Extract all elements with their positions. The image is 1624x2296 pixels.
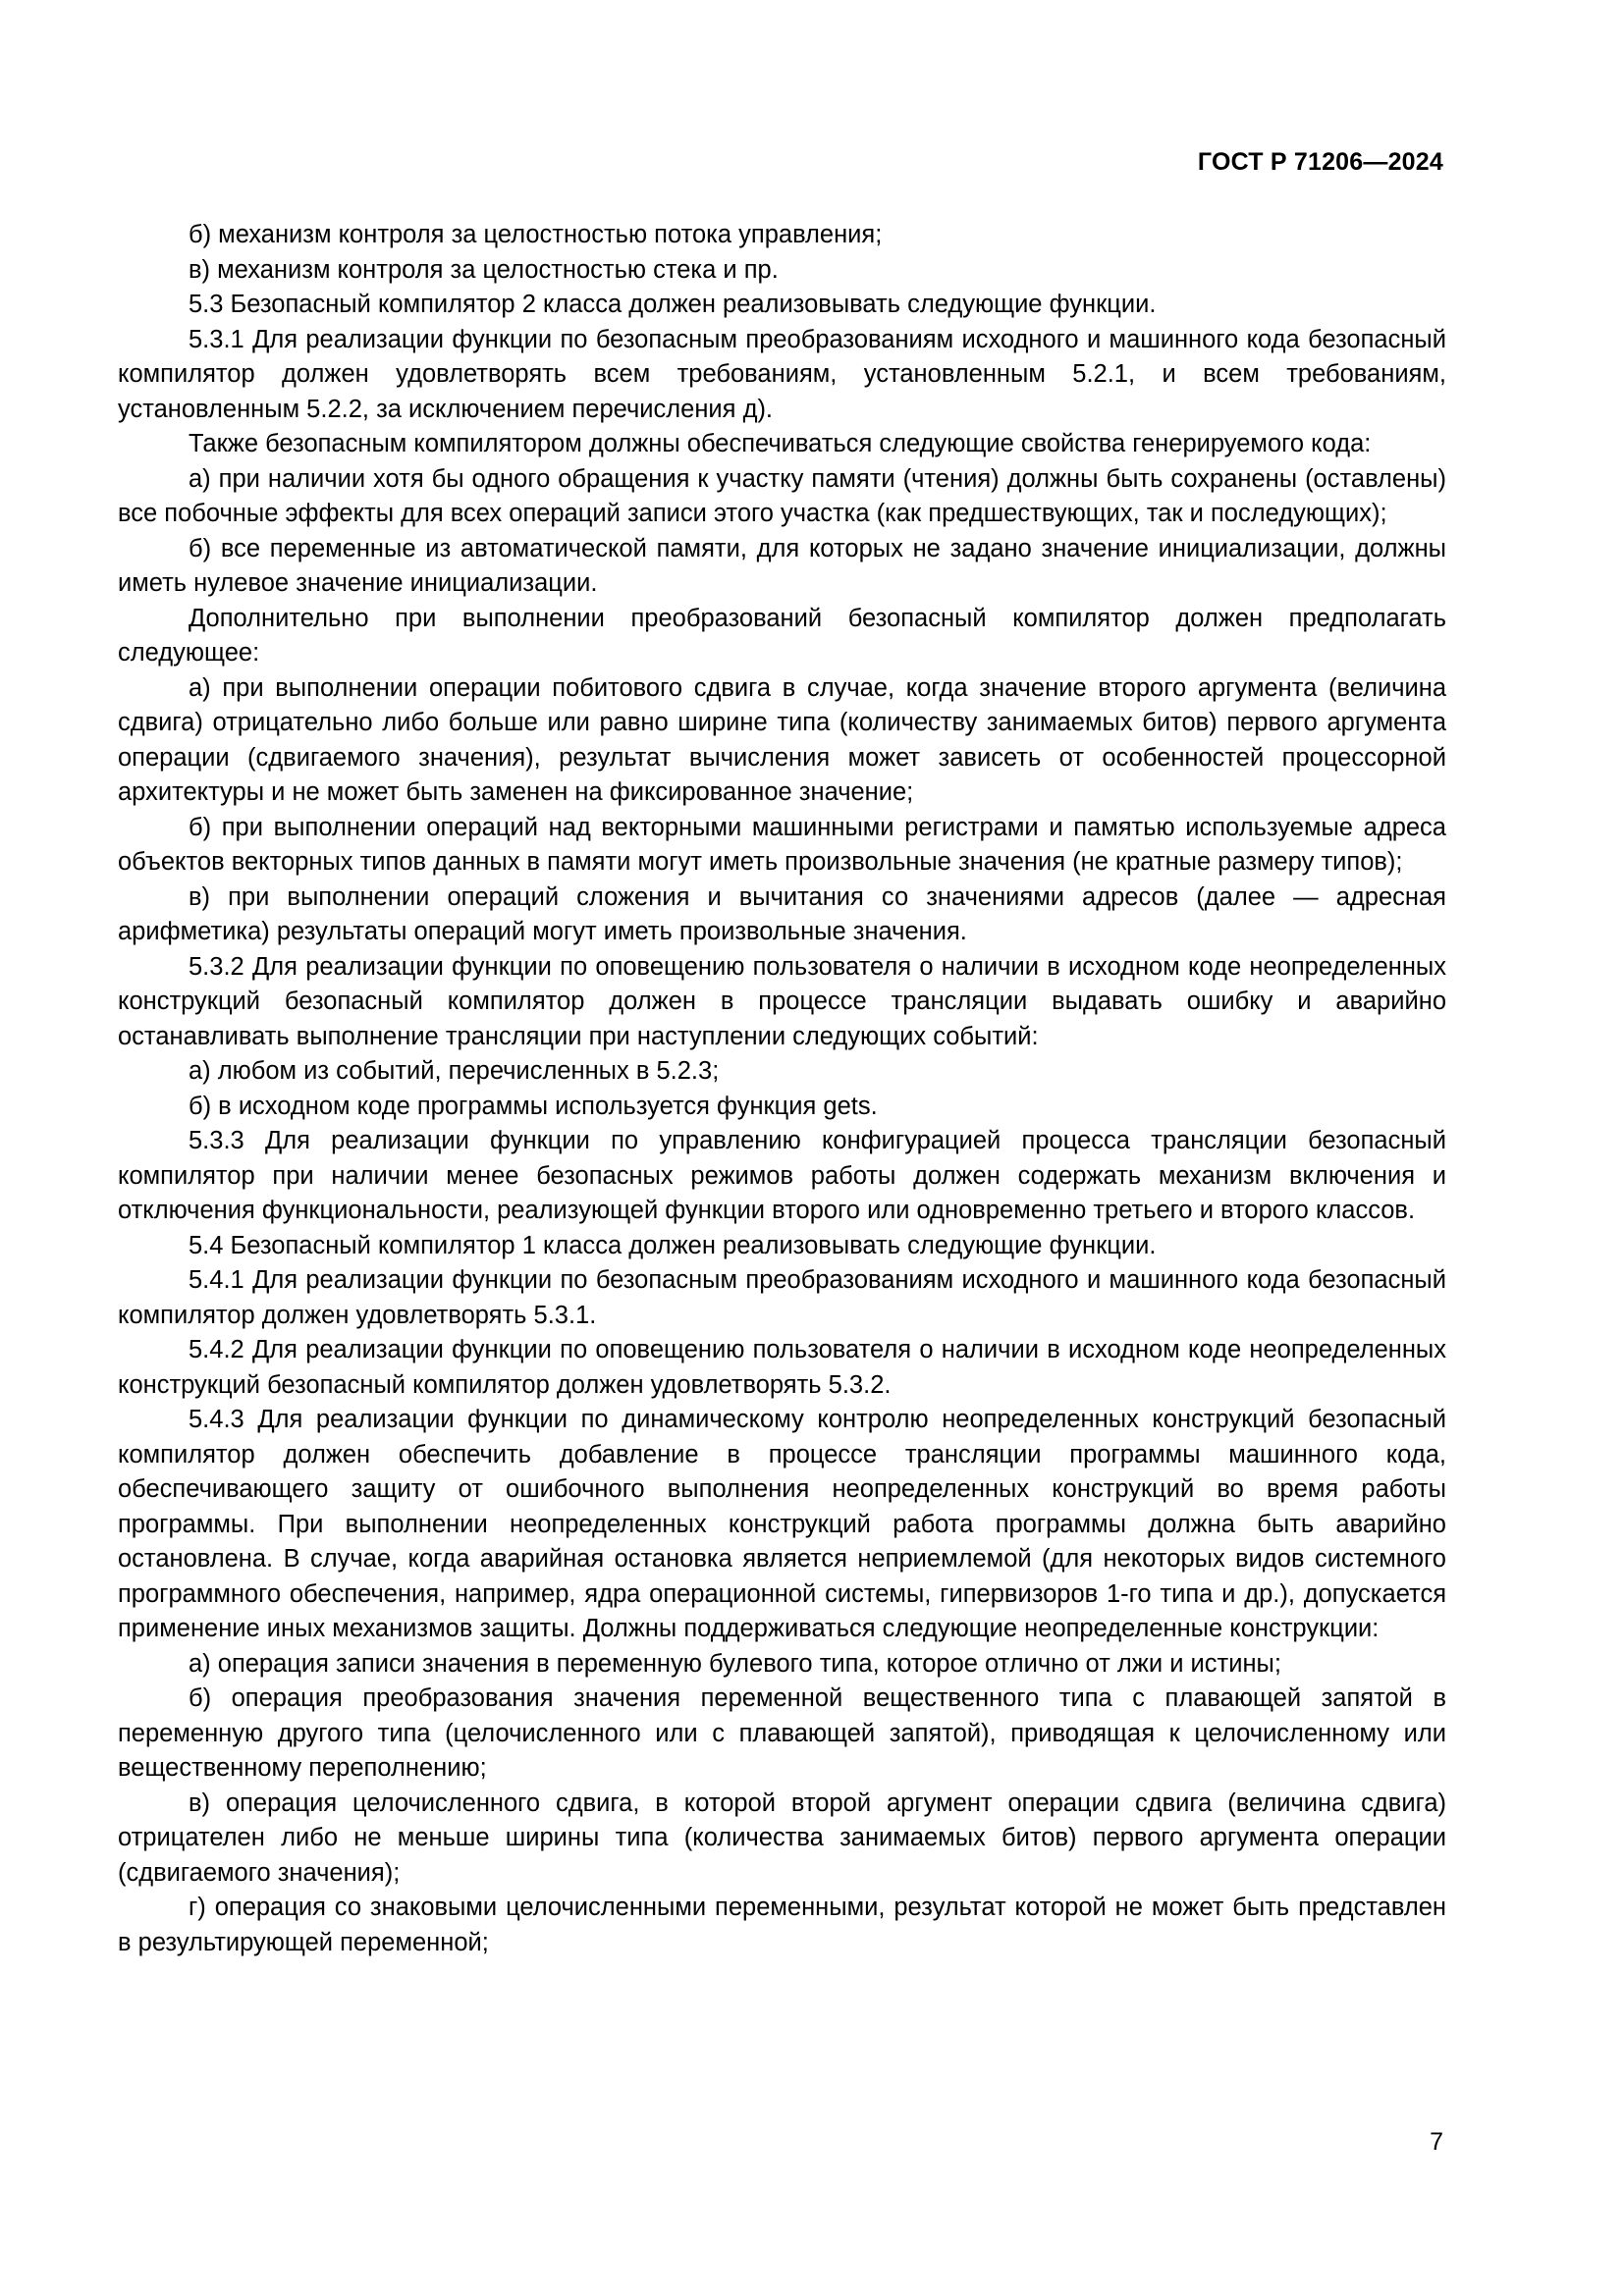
paragraph: б) в исходном коде программы используется функция gets.: [189, 1092, 878, 1120]
paragraph: б) механизм контроля за целостностью потока управления;: [189, 221, 883, 248]
document-body: [118, 218, 1446, 1960]
paragraph: б) операция преобразования значения переменной вещественного типа с плавающей запятой в переменную другого типа (целочисленного или с плавающей запятой), приводящая к целочисленному или вещественному переполнению;: [118, 1684, 1446, 1782]
paragraph: 5.4.1 Для реализации функции по безопасным преобразованиям исходного и машинного кода безопасный компилятор должен удовлетворять 5.3.1.: [118, 1266, 1446, 1329]
paragraph: в) механизм контроля за целостностью стека и пр.: [189, 255, 779, 284]
page-number: 7: [1430, 2128, 1443, 2156]
document-header: ГОСТ Р 71206—2024: [1197, 148, 1443, 176]
paragraph: а) любом из событий, перечисленных в 5.2.3;: [189, 1057, 720, 1085]
paragraph: 5.3.2 Для реализации функции по оповещению пользователя о наличии в исходном коде неопределенных конструкций безопасный компилятор должен в процессе трансляции выдавать ошибку и аварийно останавливать выполнение трансляции при наступлении следующих событий:: [118, 952, 1446, 1050]
paragraph: б) при выполнении операций над векторными машинными регистрами и памятью используемые адреса объектов векторных типов данных в памяти могут иметь произвольные значения (не кратные размеру типов);: [118, 813, 1446, 876]
paragraph: Также безопасным компилятором должны обеспечиваться следующие свойства генерируемого кода:: [189, 430, 1372, 457]
paragraph: 5.4.2 Для реализации функции по оповещению пользователя о наличии в исходном коде неопределенных конструкций безопасный компилятор должен удовлетворять 5.3.2.: [118, 1336, 1446, 1399]
paragraph: в) операция целочисленного сдвига, в которой второй аргумент операции сдвига (величина сдвига) отрицателен либо не меньше ширины типа (количества занимаемых битов) первого аргумента операции (сдвигаемого значения);: [118, 1789, 1446, 1887]
paragraph: в) при выполнении операций сложения и вычитания со значениями адресов (далее — адресная арифметика) результаты операций могут иметь произвольные значения.: [118, 882, 1446, 945]
paragraph: 5.3 Безопасный компилятор 2 класса должен реализовывать следующие функции.: [189, 291, 1157, 318]
paragraph: г) операция со знаковыми целочисленными переменными, результат которой не может быть представлен в результирующей переменной;: [118, 1894, 1446, 1956]
paragraph: Дополнительно при выполнении преобразований безопасный компилятор должен предполагать следующее:: [118, 604, 1446, 667]
paragraph: б) все переменные из автоматической памяти, для которых не задано значение инициализации, должны иметь нулевое значение инициализации.: [118, 534, 1446, 597]
paragraph: 5.4.3 Для реализации функции по динамическому контролю неопределенных конструкций безопасный компилятор должен обеспечить добавление в процессе трансляции программы машинного кода, обеспечивающего защиту от ошибочного выполнения неопределенных конструкций во время работы программы. При выполнении неопределенных конструкций работа программы должна быть аварийно остановлена. В случае, когда аварийная остановка является неприемлемой (для некоторых видов системного программного обеспечения, например, ядра операционной системы, гипервизоров 1-го типа и др.), допускается применение иных механизмов защиты. Должны поддерживаться следующие неопределенные конструкции:: [118, 1406, 1446, 1642]
paragraph: 5.3.1 Для реализации функции по безопасным преобразованиям исходного и машинного кода безопасный компилятор должен удовлетворять всем требованиям, установленным 5.2.1, и всем требованиям, установленным 5.2.2, за исключением перечисления д).: [118, 325, 1446, 423]
paragraph: а) при наличии хотя бы одного обращения к участку памяти (чтения) должны быть сохранены (оставлены) все побочные эффекты для всех операций записи этого участка (как предшествующих, так и последующих);: [118, 464, 1446, 527]
paragraph: а) при выполнении операции побитового сдвига в случае, когда значение второго аргумента (величина сдвига) отрицательно либо больше или равно ширине типа (количеству занимаемых битов) первого аргумента операции (сдвигаемого значения), результат вычисления может зависеть от особенностей процессорной архитектуры и не может быть заменен на фиксированное значение;: [118, 673, 1446, 806]
paragraph: 5.3.3 Для реализации функции по управлению конфигурацией процесса трансляции безопасный компилятор при наличии менее безопасных режимов работы должен содержать механизм включения и отключения функциональности, реализующей функции второго или одновременно третьего и второго классов.: [118, 1127, 1446, 1224]
paragraph: а) операция записи значения в переменную булевого типа, которое отлично от лжи и истины;: [189, 1649, 1281, 1678]
paragraph: 5.4 Безопасный компилятор 1 класса должен реализовывать следующие функции.: [189, 1231, 1157, 1259]
